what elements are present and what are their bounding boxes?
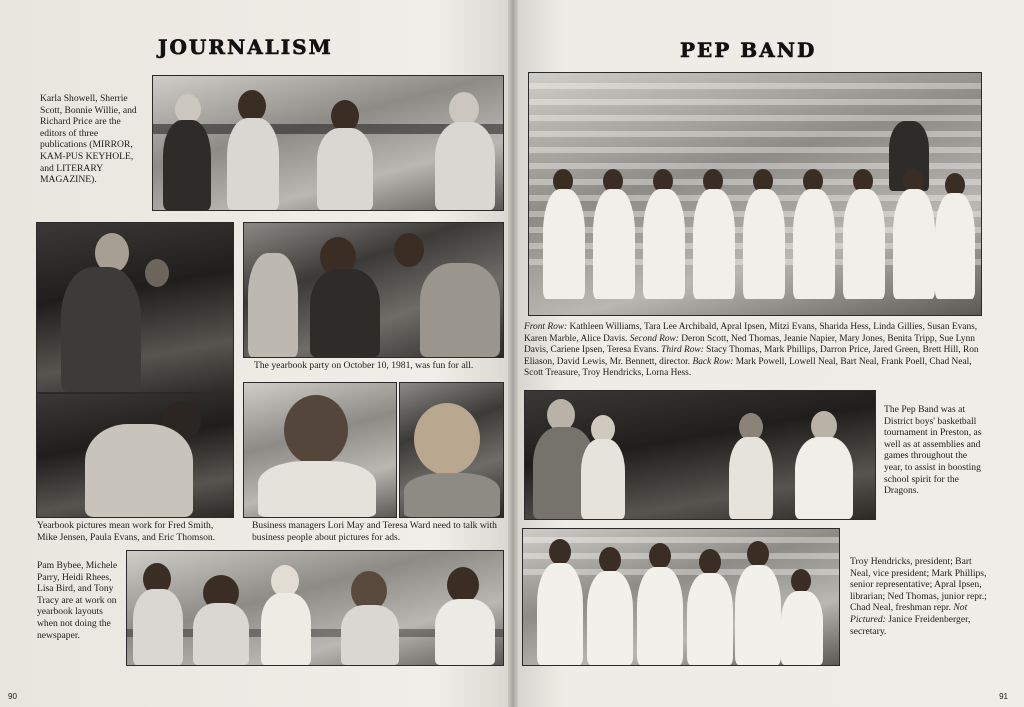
not-pictured-names: Janice Freidenberger, secretary. — [850, 613, 971, 637]
pictures-work-caption: Yearbook pictures mean work for Fred Smith, Mike Jensen, Paula Evans, and Eric Thomson. — [37, 520, 216, 543]
layouts-photo — [126, 550, 504, 666]
journalism-title: JOURNALISM — [158, 35, 333, 59]
second-row-label: Second Row: — [629, 333, 679, 344]
right-page — [512, 0, 1024, 707]
teresa-ward-photo — [399, 382, 504, 518]
officers-photo — [522, 528, 840, 666]
back-row-names: Mark Powell, Lowell Neal, Bart Neal, Frank Poell, Chad Neal, Scott Treasure, Troy Hendricks, Lorna Hess. — [524, 356, 972, 379]
pep-band-title: PEP BAND — [680, 38, 817, 62]
lori-may-photo — [243, 382, 397, 518]
yearbook-party-photo — [243, 222, 504, 358]
third-row-label: Third Row: — [661, 345, 704, 356]
book-gutter — [508, 0, 518, 707]
party-caption: The yearbook party on October 10, 1981, was fun for all. — [254, 360, 474, 371]
district-tournament-photo — [524, 390, 876, 520]
not-pictured-label: Not Pictured: — [850, 602, 968, 625]
layouts-caption: Pam Bybee, Michele Parry, Heidi Rhees, Lisa Bird, and Tony Tracy are at work on yearbook layouts when not doing the newspaper. — [37, 560, 118, 641]
group-photo-caption — [524, 322, 980, 380]
third-row-names: Stacy Thomas, Mark Phillips, Darron Price, Jared Green, Brett Hill, Ron Eliason, David Lewis, Mr. Bennett, director. — [524, 345, 979, 367]
page-number-left: 90 — [8, 692, 17, 701]
business-caption: Business managers Lori May and Teresa Ward need to talk with business people about pictures for ads. — [252, 520, 497, 543]
officers-caption — [850, 556, 990, 637]
camera-photo — [36, 222, 234, 393]
editors-photo — [152, 75, 504, 211]
pep-band-group-photo — [528, 72, 982, 316]
second-row-names: Deron Scott, Ned Thomas, Jeanie Napier, Mary Jones, Benita Tripp, Sue Lynn Davis, Cariene Ipsen, Teresa Evans. — [524, 333, 975, 356]
district-caption: The Pep Band was at District boys' basketball tournament in Preston, as well as at assemblies and games throughout the year, to assist in boosting school spirit for the Dragons. — [884, 404, 982, 497]
page-number-right: 91 — [999, 692, 1008, 701]
yearbook-pictures-photo — [36, 393, 234, 518]
officers-list: Troy Hendricks, president; Bart Neal, vice president; Mark Phillips, senior representative; Apral Ipsen, librarian; Ned Thomas, junior repr.; Chad Neal, freshman repr. — [850, 556, 987, 614]
front-row-label: Front Row: — [524, 322, 568, 332]
front-row-names: Kathleen Williams, Tara Lee Archibald, Apral Ipsen, Mitzi Evans, Sharida Hess, Linda Gillies, Susan Evans, Karen Marble, Alice Davis. — [524, 322, 978, 344]
back-row-label: Back Row: — [692, 356, 734, 367]
editors-caption: Karla Showell, Sherrie Scott, Bonnie Willie, and Richard Price are the editors of three publications (MIRROR, KAM-PUS KEYHOLE, and LITERARY MAGAZINE). — [40, 93, 137, 186]
